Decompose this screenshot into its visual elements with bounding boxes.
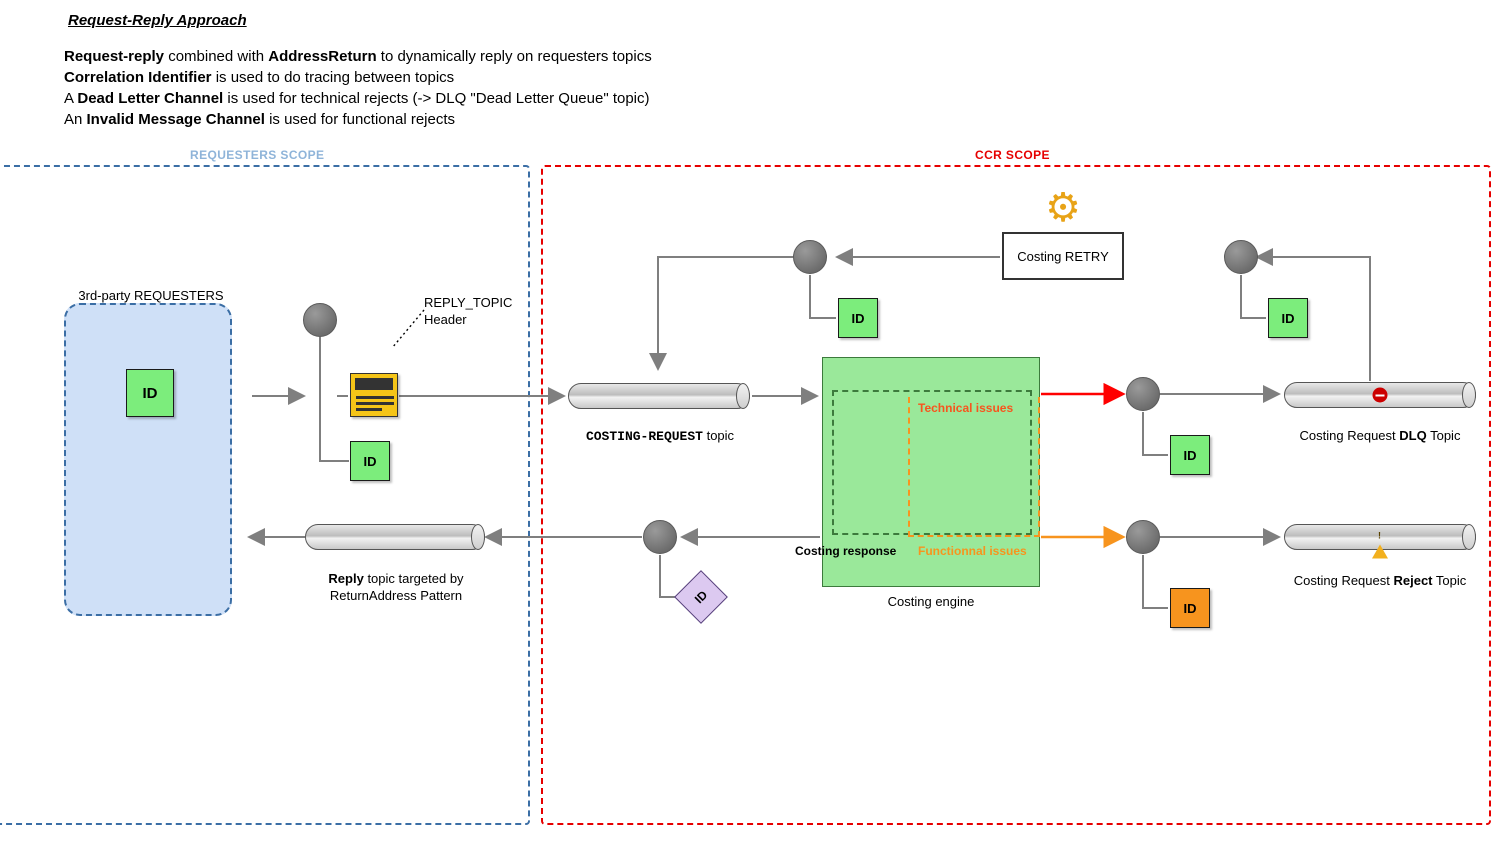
costing-request-reject-topic[interactable]	[1284, 524, 1476, 550]
dlq-topic-caption	[1280, 428, 1480, 443]
retry-right-id-label: ID	[1281, 310, 1295, 326]
junction-retry-right	[1224, 240, 1258, 274]
page-title: Request-Reply Approach	[68, 12, 247, 29]
header-line-3-strong: Dead Letter Channel	[77, 90, 224, 107]
gear-icon: ⚙	[1045, 186, 1081, 230]
header-line-3	[64, 90, 650, 107]
reject-caption-post: Topic	[1432, 573, 1467, 588]
dlq-caption-pre: Costing Request	[1299, 428, 1400, 443]
retry-right-id-box	[1268, 298, 1308, 338]
header-line-1-strong-2: AddressReturn	[268, 48, 377, 65]
dlq-caption-bold: DLQ	[1399, 428, 1427, 443]
junction-technical-reject	[1126, 377, 1160, 411]
correlation-id-diamond-label: ID	[691, 587, 711, 607]
costing-retry-box[interactable]	[1002, 232, 1124, 280]
reply-topic-caption	[296, 570, 496, 604]
retry-left-id-label: ID	[851, 310, 865, 326]
junction-functional-reject	[1126, 520, 1160, 554]
dlq-stop-icon	[1373, 388, 1388, 403]
reply-topic-caption-line2: ReturnAddress Pattern	[329, 588, 463, 603]
dlq-id-label: ID	[1183, 447, 1197, 463]
costing-request-topic-suffix: topic	[702, 428, 735, 443]
message-envelope-icon	[350, 373, 398, 417]
reply-topic-caption-line1: topic targeted by	[363, 571, 464, 586]
requester-id-box	[126, 369, 174, 417]
technical-issues-label: Technical issues	[918, 401, 1014, 415]
header-line-3-text-2: is used for technical rejects (-> DLQ "Dead Letter Queue" topic)	[223, 90, 650, 107]
junction-costing-response	[643, 520, 677, 554]
header-line-4-text-1: An	[64, 111, 87, 128]
header-line-2-strong: Correlation Identifier	[64, 69, 212, 86]
header-line-4-strong: Invalid Message Channel	[86, 111, 265, 128]
reply-topic[interactable]	[305, 524, 485, 550]
requester-id-label: ID	[142, 384, 158, 402]
junction-retry-left	[793, 240, 827, 274]
header-line-1-text-1: combined with	[164, 48, 269, 65]
header-line-2	[64, 69, 454, 86]
requesters-scope-label: REQUESTERS SCOPE	[190, 148, 325, 162]
reject-topic-caption	[1280, 573, 1480, 588]
header-line-4-text-2: is used for functional rejects	[264, 111, 455, 128]
header-line-4	[64, 111, 455, 128]
reject-id-box	[1170, 588, 1210, 628]
requesters-group-box	[64, 303, 232, 616]
costing-request-topic[interactable]	[568, 383, 750, 409]
costing-retry-label: Costing RETRY	[1017, 248, 1109, 264]
requester-correlation-id-box	[350, 441, 390, 481]
costing-request-topic-caption	[560, 428, 760, 444]
reply-topic-header-line2: Header	[424, 312, 467, 327]
header-line-1-strong-1: Request-reply	[64, 48, 165, 65]
header-line-3-text-1: A	[64, 90, 78, 107]
dlq-caption-post: Topic	[1426, 428, 1461, 443]
warning-triangle-icon	[1372, 531, 1388, 544]
reject-id-label: ID	[1183, 600, 1197, 616]
junction-requester-split	[303, 303, 337, 337]
reply-topic-header-line1: REPLY_TOPIC	[424, 295, 513, 310]
dlq-id-box	[1170, 435, 1210, 475]
retry-left-id-box	[838, 298, 878, 338]
costing-response-label: Costing response	[795, 544, 897, 558]
costing-request-topic-name: COSTING-REQUEST	[585, 429, 703, 444]
header-line-1	[64, 48, 652, 65]
ccr-scope-label: CCR SCOPE	[975, 148, 1050, 162]
requesters-group-label: 3rd-party REQUESTERS	[78, 288, 224, 303]
reject-caption-bold: Reject	[1393, 573, 1433, 588]
reject-caption-pre: Costing Request	[1293, 573, 1394, 588]
requester-correlation-id-label: ID	[363, 453, 377, 469]
header-line-2-text: is used to do tracing between topics	[211, 69, 455, 86]
costing-engine-caption: Costing engine	[887, 594, 975, 609]
reply-topic-header-label	[424, 294, 512, 328]
costing-engine-functional-region	[908, 397, 1040, 537]
functional-issues-label: Functionnal issues	[918, 544, 1027, 558]
reply-topic-caption-bold: Reply	[328, 571, 364, 586]
header-line-1-text-2: to dynamically reply on requesters topics	[376, 48, 652, 65]
costing-request-dlq-topic[interactable]	[1284, 382, 1476, 408]
